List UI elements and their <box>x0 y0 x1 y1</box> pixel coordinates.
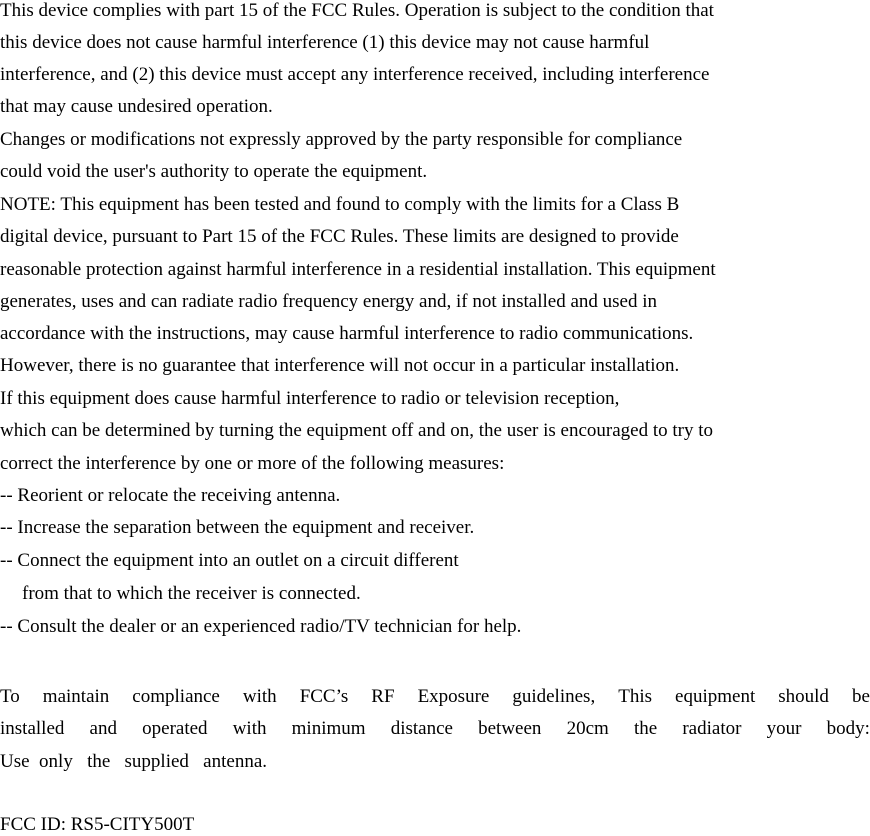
rf-word: installed <box>0 718 65 739</box>
compliance-line-1: This device complies with part 15 of the FCC Rules. Operation is subject to the condition that <box>0 0 714 21</box>
rf-word: compliance <box>132 686 220 707</box>
note-line-9: correct the interference by one or more of the following measures: <box>0 453 505 474</box>
rf-word: be <box>851 686 870 707</box>
rf-word: To <box>0 686 20 707</box>
rf-word: with <box>232 718 267 739</box>
rf-exposure-line-2 <box>0 718 870 740</box>
rf-word: the <box>633 718 658 739</box>
note-line-7: If this equipment does cause harmful interference to radio or television reception, <box>0 388 620 409</box>
rf-word: and <box>89 718 117 739</box>
compliance-line-4: that may cause undesired operation. <box>0 96 273 117</box>
rf-word: with <box>242 686 277 707</box>
rf-word: your <box>766 718 802 739</box>
rf-exposure-line-1 <box>0 686 870 708</box>
measure-connect-outlet: -- Connect the equipment into an outlet on a circuit different <box>0 550 459 571</box>
measure-increase-separation: -- Increase the separation between the equipment and receiver. <box>0 517 475 538</box>
rf-word: should <box>778 686 829 707</box>
rf-word: This <box>618 686 652 707</box>
rf-word: 20cm <box>566 718 609 739</box>
rf-word: operated <box>142 718 208 739</box>
note-line-2: digital device, pursuant to Part 15 of the FCC Rules. These limits are designed to provide <box>0 226 679 247</box>
changes-line-1: Changes or modifications not expressly approved by the party responsible for compliance <box>0 129 683 150</box>
compliance-line-3: interference, and (2) this device must accept any interference received, including interference <box>0 64 710 85</box>
rf-word: Exposure <box>417 686 490 707</box>
measure-connect-outlet-continued: from that to which the receiver is connected. <box>22 583 361 604</box>
measure-reorient: -- Reorient or relocate the receiving antenna. <box>0 485 341 506</box>
note-line-8: which can be determined by turning the equipment off and on, the user is encouraged to try to <box>0 420 714 441</box>
note-line-6: However, there is no guarantee that interference will not occur in a particular installation. <box>0 355 680 376</box>
changes-line-2: could void the user's authority to operate the equipment. <box>0 161 428 182</box>
rf-word: distance <box>390 718 453 739</box>
measure-consult-dealer: -- Consult the dealer or an experienced radio/TV technician for help. <box>0 616 522 637</box>
note-line-5: accordance with the instructions, may cause harmful interference to radio communications. <box>0 323 694 344</box>
rf-word: between <box>478 718 542 739</box>
rf-word: body: <box>826 718 870 739</box>
rf-word: FCC’s <box>299 686 349 707</box>
note-line-3: reasonable protection against harmful interference in a residential installation. This equipment <box>0 259 716 280</box>
note-line-1: NOTE: This equipment has been tested and found to comply with the limits for a Class B <box>0 194 680 215</box>
rf-word: RF <box>371 686 395 707</box>
rf-word: guidelines, <box>512 686 596 707</box>
rf-word: minimum <box>291 718 366 739</box>
fcc-id: FCC ID: RS5-CITY500T <box>0 814 195 835</box>
rf-word: radiator <box>682 718 742 739</box>
rf-word: maintain <box>42 686 110 707</box>
rf-word: equipment <box>675 686 756 707</box>
rf-exposure-line-3: Use only the supplied antenna. <box>0 751 268 772</box>
compliance-line-2: this device does not cause harmful interference (1) this device may not cause harmful <box>0 32 650 53</box>
note-line-4: generates, uses and can radiate radio frequency energy and, if not installed and used in <box>0 291 658 312</box>
